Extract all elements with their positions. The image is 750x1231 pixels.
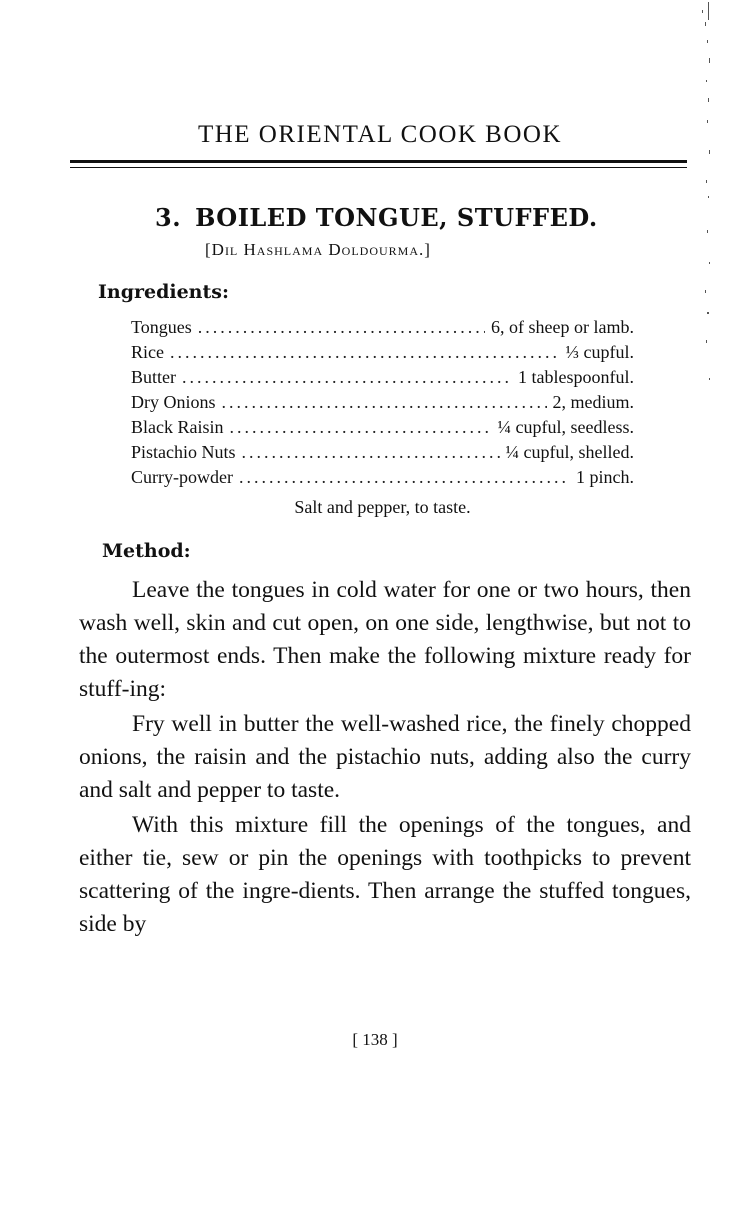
ingredient-quantity: ⅓ cupful. (565, 342, 634, 362)
method-body (79, 574, 691, 943)
ingredient-row (131, 417, 634, 442)
dot-leader (222, 392, 547, 413)
method-paragraph: Leave the tongues in cold water for one or two hours, then wash well, skin and cut open, on one side, lengthwise, but not to the outermost ends. Then make the following mixture ready for stuff-ing: (79, 577, 691, 702)
ingredient-quantity: ¼ cupful, seedless. (497, 417, 634, 437)
ingredient-name: Butter (131, 367, 176, 387)
ingredient-row (131, 442, 634, 467)
ingredient-quantity: 2, medium. (552, 392, 634, 412)
ingredient-quantity: 6, of sheep or lamb. (491, 317, 634, 337)
ingredient-name: Curry-powder (131, 467, 233, 487)
header-rule-thin (70, 167, 687, 168)
ingredient-row (131, 317, 634, 342)
ingredient-quantity: 1 tablespoonful. (518, 367, 634, 387)
ingredient-quantity: ¼ cupful, shelled. (505, 442, 634, 462)
dot-leader (230, 417, 492, 438)
recipe-subtitle: [Dil Hashlama Doldourma.] (205, 240, 431, 259)
ingredient-row (131, 467, 634, 492)
ingredient-name: Pistachio Nuts (131, 442, 236, 462)
running-head: THE ORIENTAL COOK BOOK (197, 121, 563, 148)
method-paragraph: With this mixture fill the openings of the tongues, and either tie, sew or pin the openings with toothpicks to prevent scattering of the ingre-dients. Then arrange the stuffed tongues, side by (79, 812, 691, 937)
dot-leader (198, 317, 485, 338)
ingredient-name: Tongues (131, 317, 192, 337)
ingredients-list (131, 317, 634, 492)
page-number: [ 138 ] (352, 1030, 398, 1049)
ingredients-heading: Ingredients: (98, 281, 229, 303)
ingredient-row (131, 392, 634, 417)
recipe-title-text: BOILED TONGUE, STUFFED. (195, 203, 598, 232)
method-paragraph: Fry well in butter the well-washed rice, the finely chopped onions, the raisin and the pistachio nuts, adding also the curry and salt and pepper to taste. (79, 711, 691, 803)
method-heading: Method: (102, 540, 191, 562)
ingredient-name: Rice (131, 342, 164, 362)
recipe-title (155, 203, 598, 232)
scan-margin-specks (698, 0, 712, 420)
ingredients-note: Salt and pepper, to taste. (294, 497, 471, 517)
header-rule-thick (70, 160, 687, 163)
ingredient-name: Dry Onions (131, 392, 216, 412)
ingredient-row (131, 342, 634, 367)
ingredient-row (131, 367, 634, 392)
dot-leader (239, 467, 570, 488)
dot-leader (182, 367, 512, 388)
dot-leader (170, 342, 560, 363)
recipe-number: 3. (155, 203, 182, 232)
ingredient-name: Black Raisin (131, 417, 224, 437)
dot-leader (242, 442, 500, 463)
ingredient-quantity: 1 pinch. (576, 467, 634, 487)
